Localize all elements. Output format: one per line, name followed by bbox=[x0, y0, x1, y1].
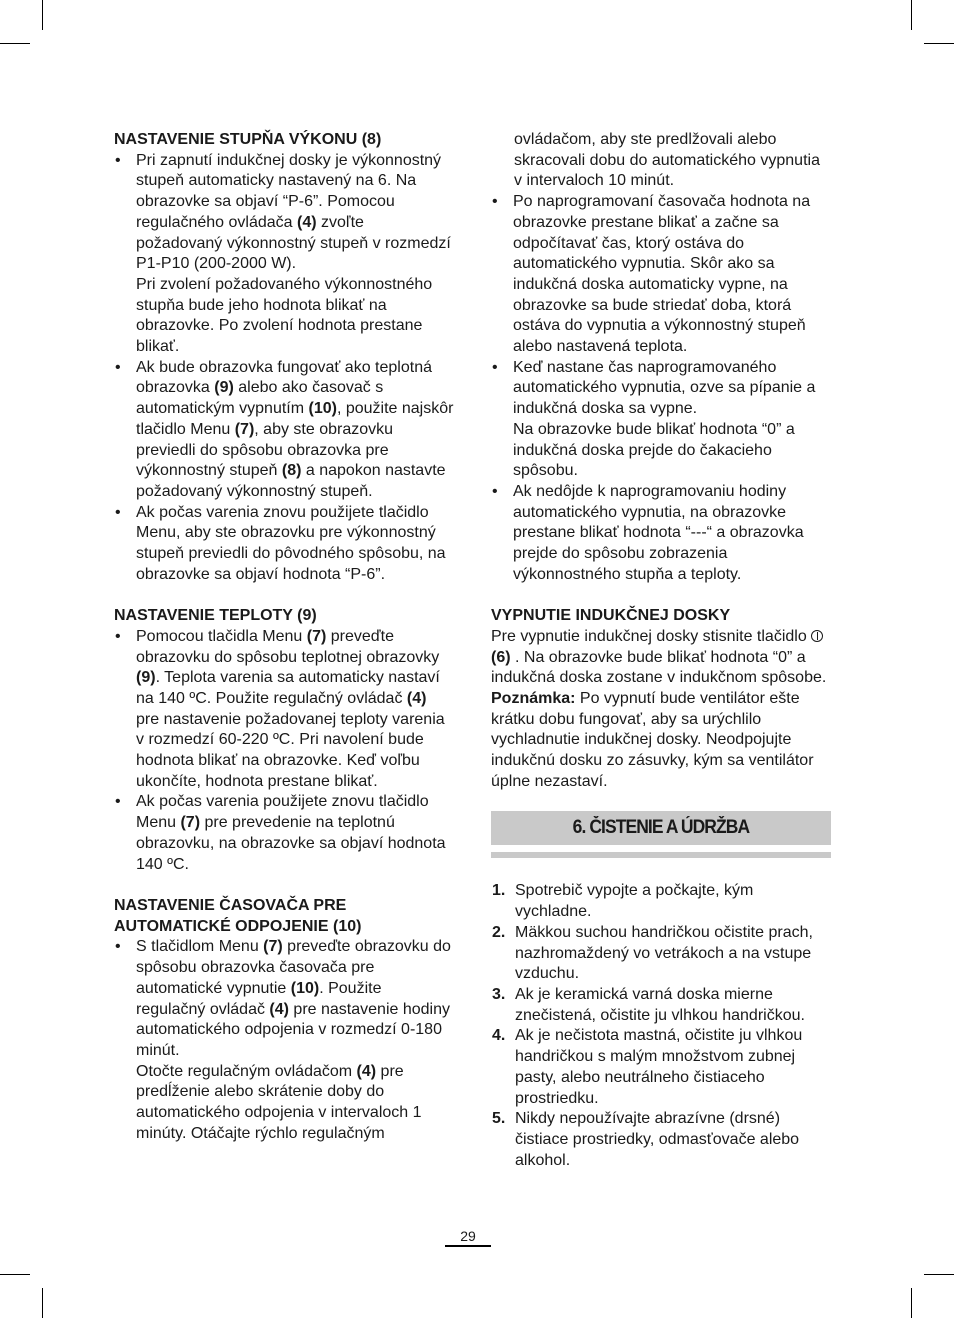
crop-mark bbox=[0, 1274, 30, 1275]
section-heading-timer: NASTAVENIE ČASOVAČA PRE AUTOMATICKÉ ODPOJENIE (10) bbox=[114, 896, 362, 935]
list-item: • Keď nastane čas naprogramovaného automatického vypnutia, ozve sa pípanie a indukčná doska sa vypne. Na obrazovke bude blikať hodnota “0” a indukčná doska prejde do čakacieho spôsobu. bbox=[491, 358, 831, 482]
crop-mark bbox=[911, 0, 912, 30]
section-banner bbox=[491, 811, 831, 845]
crop-mark bbox=[42, 1288, 43, 1318]
bullet-list bbox=[114, 937, 454, 1144]
crop-mark bbox=[924, 43, 954, 44]
list-item: • S tlačidlom Menu (7) preveďte obrazovku do spôsobu obrazovka časovača pre automatické vypnutie (10). Použite regulačný ovládač (4) pre nastavenie hodiny automatického odpojenia v rozmedzí 0-180 minút. Otočte regulačným ovládačom (4) pre predĺženie alebo skrátenie doby do automatického odpojenia v intervaloch 1 minúty. Otáčajte rýchlo regulačným bbox=[114, 937, 454, 1144]
section-heading-switch-off: VYPNUTIE INDUKČNEJ DOSKY bbox=[491, 607, 731, 625]
section-heading-temperature: NASTAVENIE TEPLOTY (9) bbox=[114, 607, 317, 625]
page-number-underline bbox=[445, 1245, 491, 1247]
bullet-list bbox=[114, 151, 454, 586]
list-item: 3. Ak je keramická varná doska mierne znečistená, očistite ju vlhkou handričkou. bbox=[492, 986, 805, 1024]
crop-mark bbox=[0, 43, 30, 44]
section-heading-power-level: NASTAVENIE STUPŇA VÝKONU (8) bbox=[114, 131, 382, 148]
list-item: • Ak bude obrazovka fungovať ako teplotná obrazovka (9) alebo ako časovač s automatickým vypnutím (10), použite najskôr tlačidlo Menu (7), aby ste obrazovku previedli do spôsobu obrazovka pre výkonnostný stupeň (8) a napokon nastavte požadovaný výkonnostný stupeň. bbox=[114, 358, 454, 503]
list-item: • Pomocou tlačidla Menu (7) preveďte obrazovku do spôsobu teplotnej obrazovky (9). Teplota varenia sa automaticky nastaví na 140 ºC. Použite regulačný ovládač (4) pre nastavenie požadovanej teploty varenia v rozmedzí 60-220 ºC. Pri navolení bude hodnota blikať na obrazovke. Keď voľbu ukončíte, hodnota prestane blikať. bbox=[114, 627, 454, 793]
crop-mark bbox=[924, 1274, 954, 1275]
list-item: 4. Ak je nečistota mastná, očistite ju vlhkou handričkou s malým množstvom zubnej pasty, alebo neutrálneho čistiaceho prostriedku. bbox=[492, 1027, 803, 1107]
paragraph: Pre vypnutie indukčnej dosky stisnite tlačidlo (6) . Na obrazovke bude blikať hodnota “0” a indukčná doska zostane v indukčnom spôsobe. bbox=[491, 627, 827, 687]
list-item: • Po naprogramovaní časovača hodnota na obrazovke prestane blikať a začne sa odpočítavať čas, ktorý ostáva do automatického vypnutia. Skôr ako sa indukčná doska automaticky vypne, na obrazovke sa bude striedať doba, ktorá ostáva do vypnutia a výkonnostný stupeň alebo nastavená teplota. bbox=[491, 192, 831, 358]
continued-paragraph: ovládačom, aby ste predlžovali alebo skracovali dobu do automatického vypnutia v intervaloch 10 minút. bbox=[514, 131, 820, 190]
right-column bbox=[491, 130, 831, 1171]
list-item: • Pri zapnutí indukčnej dosky je výkonnostný stupeň automaticky nastavený na 6. Na obrazovke sa objaví “P-6”. Pomocou regulačného ovládača (4) zvoľte požadovaný výkonnostný stupeň v rozmedzí P1-P10 (200-2000 W). Pri zvolení požadovaného výkonnostného stupňa bude jeho hodnota blikať na obrazovke. Po zvolení hodnota prestane blikať. bbox=[114, 151, 454, 358]
list-item: 1. Spotrebič vypojte a počkajte, kým vychladne. bbox=[492, 882, 754, 921]
left-column bbox=[114, 130, 454, 1144]
crop-mark bbox=[42, 0, 43, 30]
note-paragraph: Poznámka: Po vypnutí bude ventilátor ešte krátku dobu fungovať, aby sa urýchlilo vychladnutie indukčnej dosky. Neodpojujte indukčnú dosku zo zásuvky, kým sa ventilátor úplne nezastaví. bbox=[491, 689, 814, 790]
banner-underline bbox=[491, 852, 831, 858]
bullet-list bbox=[114, 627, 454, 875]
numbered-list bbox=[491, 881, 831, 1171]
note-label: Poznámka: bbox=[491, 689, 576, 707]
list-item: • Ak nedôjde k naprogramovaniu hodiny automatického vypnutia, na obrazovke prestane blikať hodnota “---“ a obrazovka prejde do spôsobu zobrazenia výkonnostného stupňa a teploty. bbox=[491, 482, 831, 586]
list-item: • Ak počas varenia znovu použijete tlačidlo Menu, aby ste obrazovku pre výkonnostný stupeň previedli do pôvodného spôsobu, na obrazovke sa objaví hodnota “P-6”. bbox=[114, 503, 454, 586]
list-item: 5. Nikdy nepoužívajte abrazívne (drsné) čistiace prostriedky, odmasťovače alebo alkohol. bbox=[492, 1110, 800, 1169]
page-number: 29 bbox=[460, 1228, 476, 1244]
list-item: • Ak počas varenia použijete znovu tlačidlo Menu (7) pre prevedenie na teplotnú obrazovku, na obrazovke sa objaví hodnota 140 ºC. bbox=[114, 792, 454, 875]
list-item: 2. Mäkkou suchou handričkou očistite prach, nazhromaždený vo vetrákoch a na vstupe vzduchu. bbox=[492, 923, 813, 983]
power-icon bbox=[811, 630, 823, 642]
bullet-list bbox=[491, 192, 831, 585]
crop-mark bbox=[911, 1288, 912, 1318]
banner-title: 6. ČISTENIE A ÚDRŽBA bbox=[572, 817, 750, 839]
